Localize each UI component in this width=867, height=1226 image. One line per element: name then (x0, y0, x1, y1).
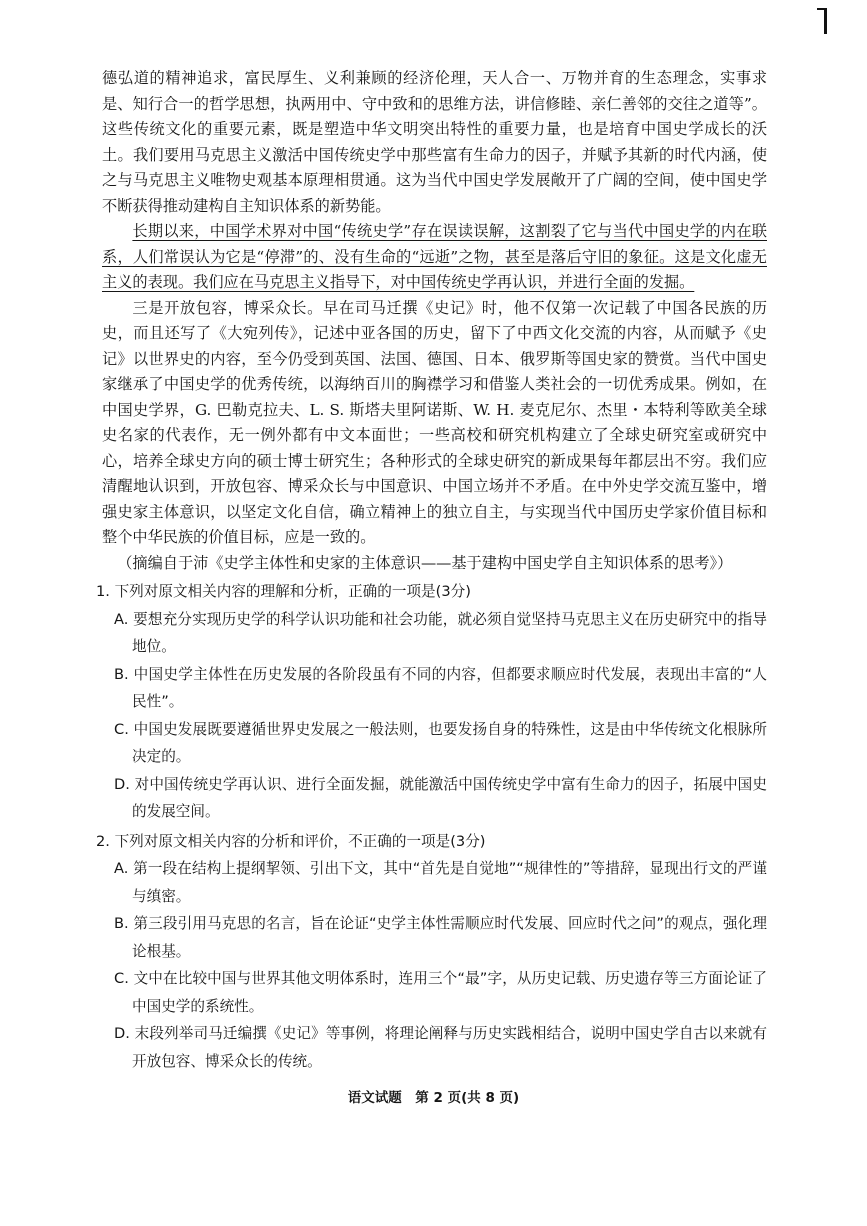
question-1 (96, 578, 767, 826)
page-footer: 语文试题 第 2 页(共 8 页) (347, 1090, 520, 1106)
question-1-option-c: C. 中国史发展既要遵循世界史发展之一般法则，也要发扬自身的特殊性，这是由中华传统文化根脉所决定的。 (114, 720, 767, 765)
corner-bracket-mark (817, 8, 827, 34)
question-2-option-a: A. 第一段在结构上提纲挈领、引出下文，其中“首先是自觉地”“规律性的”等措辞，显现出行文的严谨与缜密。 (114, 860, 767, 905)
question-2-option-c: C. 文中在比较中国与世界其他文明体系时，连用三个“最”字，从历史记载、历史遗存等三方面论证了中国史学的系统性。 (114, 970, 767, 1015)
question-1-option-d: D. 对中国传统史学再认识、进行全面发掘，就能激活中国传统史学中富有生命力的因子，拓展中国史的发展空间。 (114, 775, 767, 820)
question-1-option-b: B. 中国史学主体性在历史发展的各阶段虽有不同的内容，但都要求顺应时代发展，表现出丰富的“人民性”。 (114, 665, 767, 710)
question-2-stem: 2. 下列对原文相关内容的分析和评价，不正确的一项是(3分) (96, 832, 486, 850)
passage-paragraph-underlined: 长期以来，中国学术界对中国“传统史学”存在误读误解，这割裂了它与当代中国史学的内在联系，人们常误认为它是“停滞”的、没有生命的“远逝”之物，甚至是落后守旧的象征。这是文化虚无主义的表现。我们应在马克思主义指导下，对中国传统史学再认识，并进行全面的发掘。 (102, 222, 767, 291)
passage-paragraph-third: 三是开放包容，博采众长。早在司马迁撰《史记》时，他不仅第一次记载了中国各民族的历史，而且还写了《大宛列传》，记述中亚各国的历史，留下了中西文化交流的内容，从而赋予《史记》以世界史的内容，至今仍受到英国、法国、德国、日本、俄罗斯等国史家的赞赏。当代中国史家继承了中国史学的优秀传统，以海纳百川的胸襟学习和借鉴人类社会的一切优秀成果。例如，在中国史学界，G. 巴勒克拉夫、L. S. 斯塔夫里阿诺斯、W. H. 麦克尼尔、杰里・本特利等欧美全球史名家的代表作，无一例外都有中文本面世；一些高校和研究机构建立了全球史研究室或研究中心，培养全球史方向的硕士博士研究生；各种形式的全球史研究的新成果每年都层出不穷。我们应清醒地认识到，开放包容、博采众长与中国意识、中国立场并不矛盾。在中外史学交流互鉴中，增强史家主体意识，以坚定文化自信，确立精神上的独立自主，与实现当代中国历史学家价值目标和整个中华民族的价值目标，应是一致的。 (102, 298, 767, 546)
question-1-stem: 1. 下列对原文相关内容的理解和分析，正确的一项是(3分) (96, 583, 471, 600)
exam-page-content (96, 66, 767, 1075)
question-2-option-b: B. 第三段引用马克思的名言，旨在论证“史学主体性需顺应时代发展、回应时代之问”的观点，强化理论根基。 (114, 915, 767, 960)
passage-source-citation: （摘编自于沛《史学主体性和史家的主体意识——基于建构中国史学自主知识体系的思考》） (117, 553, 733, 572)
question-2 (96, 828, 767, 1076)
passage-paragraph-continuation: 德弘道的精神追求，富民厚生、义利兼顾的经济伦理，天人合一、万物并育的生态理念，实事求是、知行合一的哲学思想，执两用中、守中致和的思维方法，讲信修睦、亲仁善邻的交往之道等”。这些传统文化的重要元素，既是塑造中华文明突出特性的重要力量，也是培育中国史学成长的沃土。我们要用马克思主义激活中国传统史学中那些富有生命力的因子，并赋予其新的时代内涵，使之与马克思主义唯物史观基本原理相贯通。这为当代中国史学发展敞开了广阔的空间，使中国史学不断获得推动建构自主知识体系的新势能。 (102, 69, 767, 215)
question-1-option-a: A. 要想充分实现历史学的科学认识功能和社会功能，就必须自觉坚持马克思主义在历史研究中的指导地位。 (114, 610, 767, 655)
question-2-option-d: D. 末段列举司马迁编撰《史记》等事例，将理论阐释与历史实践相结合，说明中国史学自古以来就有开放包容、博采众长的传统。 (114, 1025, 767, 1070)
